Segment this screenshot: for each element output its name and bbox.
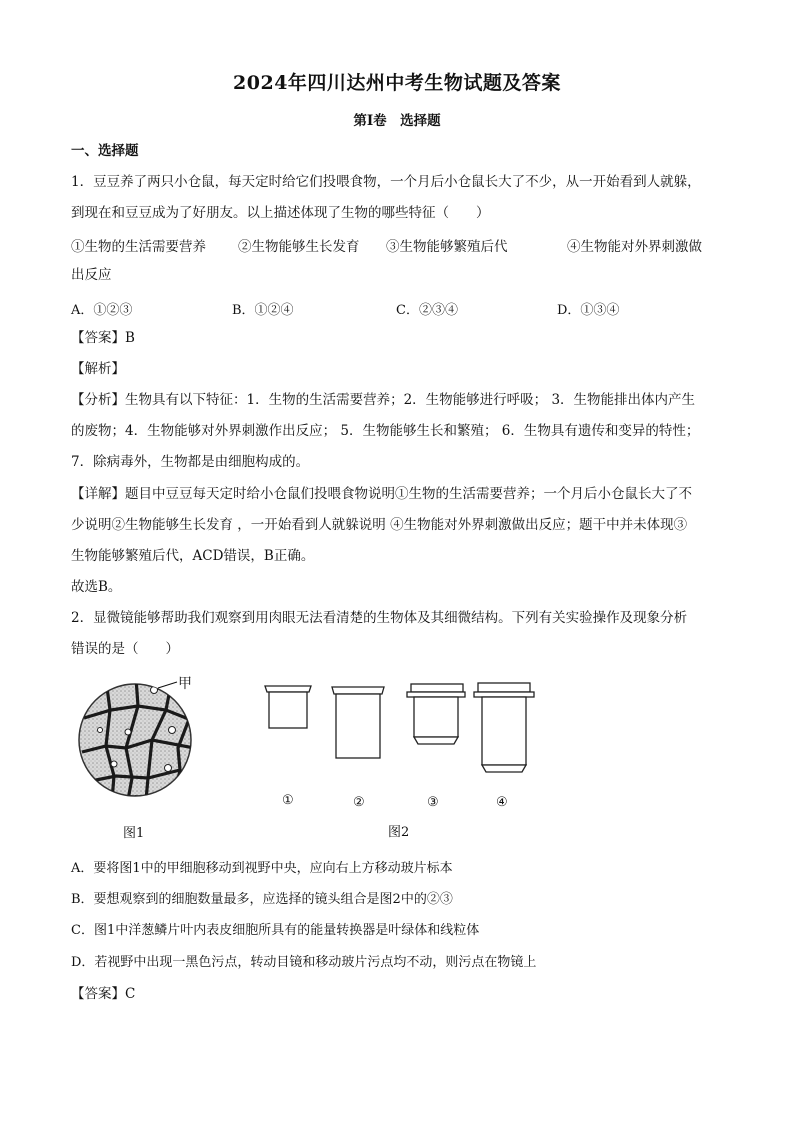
lens-label-4: ④ [496,795,508,810]
q1-analysis-heading: 【解析】 [71,361,125,377]
q1-option-a: A．①②③ [71,303,133,318]
q2-stem-line2: 错误的是（ ） [71,641,179,657]
figure-1-label-jia: 甲 [178,676,192,692]
q1-detail-line1: 【详解】题目中豆豆每天定时给小仓鼠们投喂食物说明①生物的生活需要营养；一个月后小仓鼠长大了不 [71,486,692,502]
lens-label-3: ③ [427,795,439,810]
q1-stem-line1: 1．豆豆养了两只小仓鼠，每天定时给它们投喂食物，一个月后小仓鼠长大了不少，从一开始看到人就躲， [71,174,701,190]
section-heading: 一、选择题 [71,143,139,159]
page-subtitle: 第Ⅰ卷 选择题 [353,113,441,129]
q1-option-d: D．①③④ [557,303,620,318]
q1-stem-line2: 到现在和豆豆成为了好朋友。以上描述体现了生物的哪些特征（ ） [71,205,490,221]
q1-option-c: C．②③④ [396,303,458,318]
lens-2 [332,687,384,758]
q1-statement-4-cont: 出反应 [71,267,112,283]
q2-option-b: B．要想观察到的细胞数量最多，应选择的镜头组合是图2中的②③ [71,892,453,907]
q1-statement-4: ④生物能对外界刺激做 [567,239,702,255]
q1-detail-line3: 生物能够繁殖后代，ACD错误，B正确。 [71,548,315,564]
lens-1 [265,686,311,728]
q1-statement-1: ①生物的生活需要营养 [71,239,206,255]
q2-option-c: C．图1中洋葱鳞片叶内表皮细胞所具有的能量转换器是叶绿体和线粒体 [71,923,480,938]
q2-stem-line1: 2．显微镜能够帮助我们观察到用肉眼无法看清楚的生物体及其细微结构。下列有关实验操作及现象分析 [71,610,688,626]
q2-option-a: A．要将图1中的甲细胞移动到视野中央，应向右上方移动玻片标本 [71,861,453,876]
lens-3 [407,684,465,744]
figure-2-caption: 图2 [388,825,410,840]
lens-4 [474,683,534,772]
figure-1-caption: 图1 [123,826,145,841]
q1-fenxi-line1: 【分析】生物具有以下特征：1．生物的生活需要营养；2．生物能够进行呼吸； 3．生物能排出体内产生 [71,392,696,408]
page-title: 2024年四川达州中考生物试题及答案 [233,72,561,94]
q1-statement-2: ②生物能够生长发育 [238,239,360,255]
q1-conclusion: 故选B。 [71,579,122,595]
q1-statement-3: ③生物能够繁殖后代 [386,239,508,255]
figure-1-microscope-view [76,670,206,810]
lens-label-1: ① [282,793,294,808]
q1-fenxi-line2: 的废物；4．生物能够对外界刺激作出反应； 5．生物能够生长和繁殖； 6．生物具有遗传和变异的特性； [71,423,700,439]
q1-answer: 【答案】B [71,330,135,346]
lens-label-2: ② [353,795,365,810]
q2-answer: 【答案】C [71,986,136,1002]
figure-2-lenses [255,678,555,778]
q2-option-d: D．若视野中出现一黑色污点，转动目镜和移动玻片污点均不动，则污点在物镜上 [71,955,537,970]
q1-fenxi-line3: 7．除病毒外，生物都是由细胞构成的。 [71,454,310,470]
q1-option-b: B．①②④ [232,303,294,318]
q1-detail-line2: 少说明②生物能够生长发育 ，一开始看到人就躲说明 ④生物能对外界刺激做出反应；题干中并未体现③ [71,517,688,533]
